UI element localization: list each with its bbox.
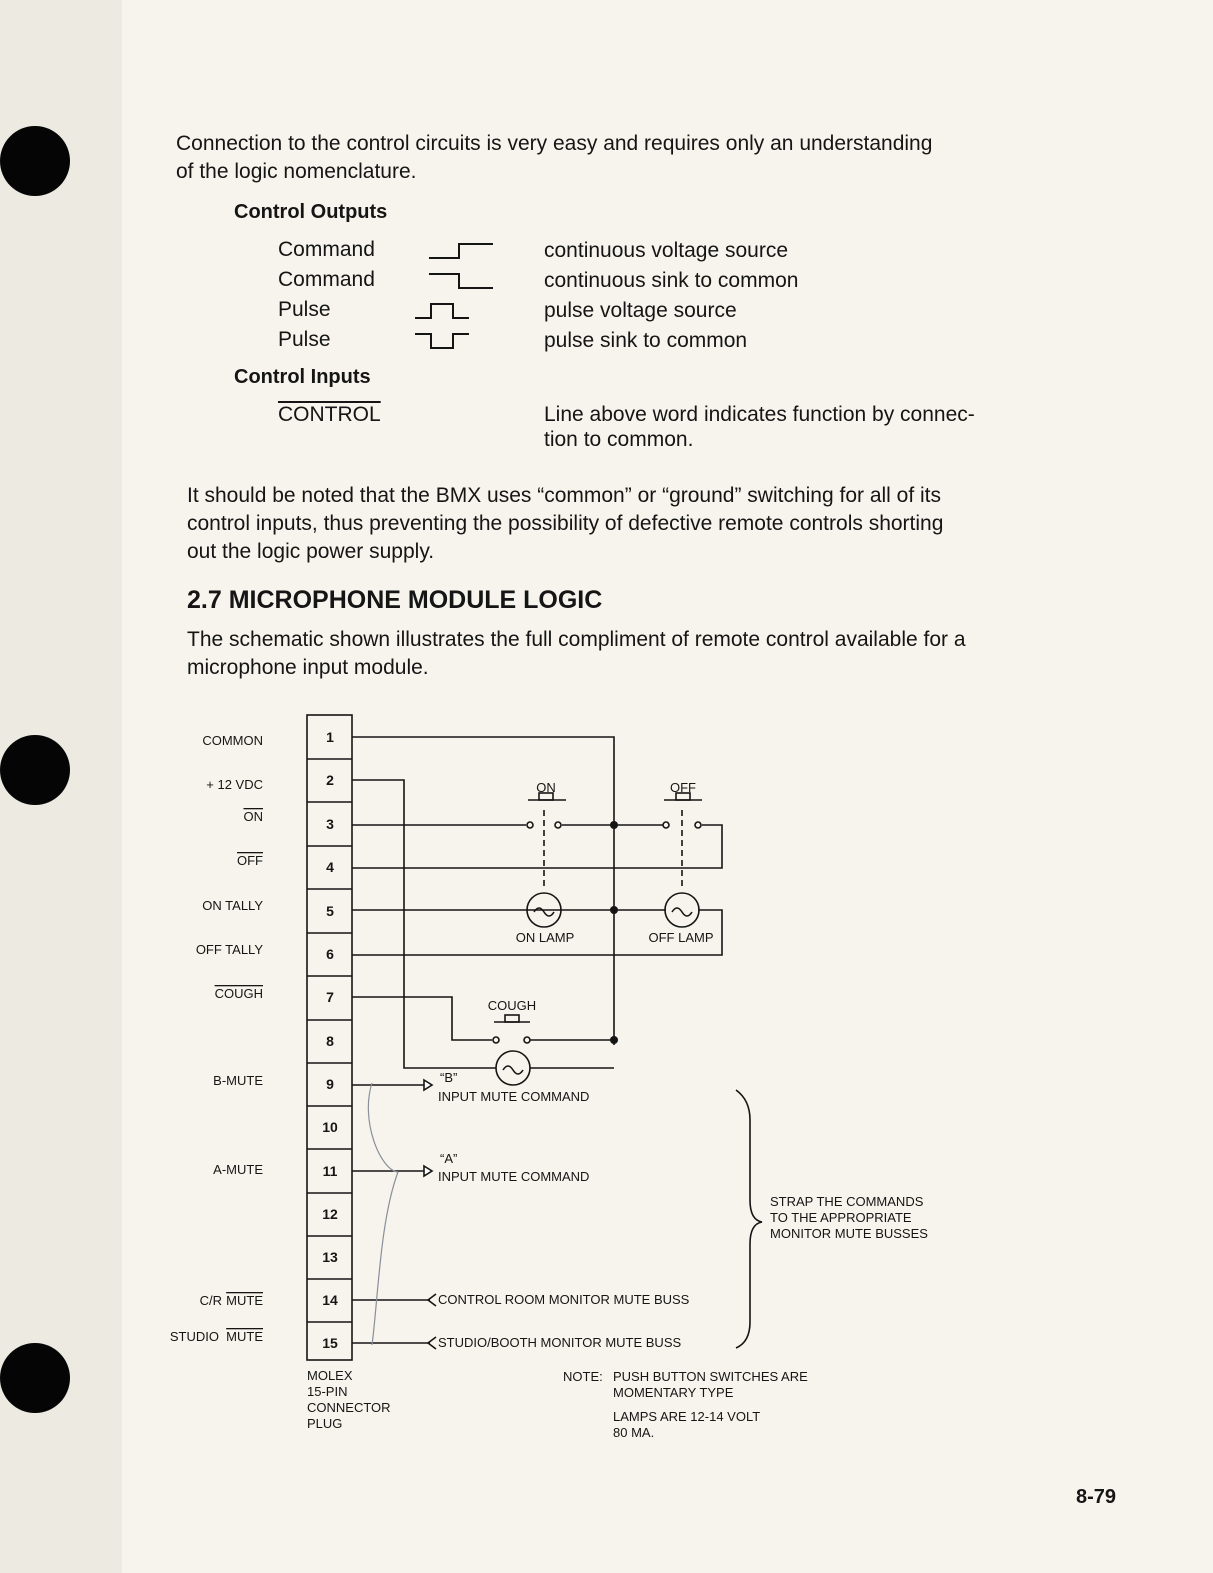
pin-label-cough: COUGH	[214, 986, 263, 1001]
paragraph-2	[187, 482, 943, 566]
output-row-4-desc: pulse sink to common	[544, 329, 748, 352]
pin-number-7: 7	[326, 989, 334, 1005]
pin-label-on: ON	[243, 809, 263, 824]
pin-number-4: 4	[326, 859, 334, 875]
output-row-3-desc: pulse voltage source	[544, 299, 737, 322]
pin-label-off: OFF	[237, 853, 263, 868]
off-lamp-label: OFF LAMP	[648, 930, 714, 945]
pin-number-2: 2	[326, 772, 334, 788]
pin-number-1: 1	[326, 729, 334, 745]
pin-number-9: 9	[326, 1076, 334, 1092]
pin-label-cr-mute: MUTE	[226, 1293, 263, 1308]
section-heading: 2.7 MICROPHONE MODULE LOGIC	[187, 586, 603, 614]
control-room-mute-buss: CONTROL ROOM MONITOR MUTE BUSS	[438, 1292, 690, 1307]
molex-label-3: CONNECTOR	[307, 1400, 391, 1415]
pin-number-5: 5	[326, 903, 334, 919]
pin-number-6: 6	[326, 946, 334, 962]
control-outputs-heading: Control Outputs	[234, 201, 388, 223]
b-input-mute-command: INPUT MUTE COMMAND	[438, 1089, 590, 1104]
note-line-4: 80 MA.	[613, 1425, 655, 1440]
control-inputs-heading: Control Inputs	[234, 366, 371, 388]
paragraph-2-line-2: control inputs, thus preventing the possibility of defective remote controls shorting	[187, 512, 944, 535]
control-input-desc-2: tion to common.	[544, 428, 694, 451]
on-switch-label: ON	[536, 780, 556, 795]
schematic-diagram	[0, 700, 1213, 1460]
note-line-1: PUSH BUTTON SWITCHES ARE	[613, 1369, 808, 1384]
pin-label-studio-mute: MUTE	[226, 1329, 263, 1344]
output-symbols	[405, 234, 505, 360]
pulse-up-symbol	[415, 304, 469, 318]
control-input-label: CONTROL	[278, 403, 381, 426]
output-row-1-label: Command	[278, 238, 375, 261]
output-row-2-label: Command	[278, 268, 375, 291]
strap-note-line-2: TO THE APPROPRIATE	[770, 1210, 912, 1225]
pin-label-off-tally: OFF TALLY	[195, 942, 263, 957]
step-up-symbol	[429, 244, 493, 258]
strap-note-line-3: MONITOR MUTE BUSSES	[770, 1226, 928, 1241]
binder-hole-top	[0, 126, 70, 196]
b-input-tag: “B”	[440, 1070, 458, 1085]
page-number: 8-79	[1076, 1486, 1117, 1508]
pin-label-cr: C/R	[199, 1293, 222, 1308]
intro-paragraph	[176, 130, 932, 186]
pin-number-12: 12	[322, 1206, 338, 1222]
pin-number-11: 11	[322, 1163, 338, 1179]
section-paragraph-line-1: The schematic shown illustrates the full compliment of remote control available for a	[187, 628, 966, 651]
note-line-3: LAMPS ARE 12-14 VOLT	[613, 1409, 761, 1424]
section-paragraph	[187, 626, 966, 682]
pin-label-studio: STUDIO	[169, 1329, 219, 1344]
pin-number-13: 13	[322, 1249, 338, 1265]
note-label: NOTE:	[563, 1369, 603, 1384]
pulse-down-symbol	[415, 334, 469, 348]
pin-number-8: 8	[326, 1033, 334, 1049]
a-input-tag: “A”	[440, 1151, 458, 1166]
molex-label-2: 15-PIN	[307, 1384, 348, 1399]
section-paragraph-line-2: microphone input module.	[187, 656, 429, 679]
studio-booth-mute-buss: STUDIO/BOOTH MONITOR MUTE BUSS	[438, 1335, 682, 1350]
pin-number-14: 14	[322, 1292, 338, 1308]
output-row-2-desc: continuous sink to common	[544, 269, 799, 292]
strap-note-line-1: STRAP THE COMMANDS	[770, 1194, 924, 1209]
pin-number-3: 3	[326, 816, 334, 832]
paragraph-2-line-1: It should be noted that the BMX uses “common” or “ground” switching for all of its	[187, 484, 942, 507]
intro-line-2: of the logic nomenclature.	[176, 160, 417, 183]
note-line-2: MOMENTARY TYPE	[613, 1385, 734, 1400]
paragraph-2-line-3: out the logic power supply.	[187, 540, 435, 563]
output-row-4-label: Pulse	[278, 328, 331, 351]
pin-number-15: 15	[322, 1335, 338, 1351]
pin-label-common: COMMON	[202, 733, 263, 748]
output-row-3-label: Pulse	[278, 298, 331, 321]
pin-label-on-tally: ON TALLY	[202, 898, 263, 913]
pin-label-12vdc: + 12 VDC	[206, 777, 263, 792]
control-input-desc-1: Line above word indicates function by connec-	[544, 403, 975, 426]
step-down-symbol	[429, 274, 493, 288]
off-switch-label: OFF	[670, 780, 696, 795]
pin-label-b-mute: B-MUTE	[213, 1073, 263, 1088]
output-row-1-desc: continuous voltage source	[544, 239, 788, 262]
pin-label-a-mute: A-MUTE	[213, 1162, 263, 1177]
molex-label-4: PLUG	[307, 1416, 343, 1431]
pin-number-10: 10	[322, 1119, 338, 1135]
cough-switch-label: COUGH	[487, 998, 537, 1013]
on-lamp-label: ON LAMP	[515, 930, 575, 945]
molex-label-1: MOLEX	[307, 1368, 353, 1383]
a-input-mute-command: INPUT MUTE COMMAND	[438, 1169, 590, 1184]
intro-line-1: Connection to the control circuits is very easy and requires only an understanding	[176, 132, 933, 155]
